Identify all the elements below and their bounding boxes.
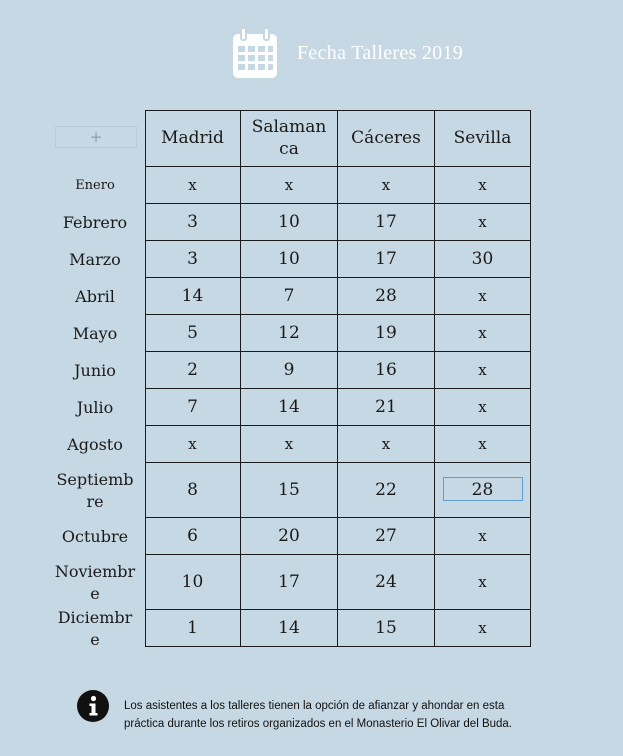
table-cell[interactable]: 12	[241, 315, 338, 352]
table-cell[interactable]: x	[435, 610, 531, 647]
table-cell[interactable]: 28	[338, 278, 435, 315]
table-cell[interactable]: x	[338, 426, 435, 463]
table-cell[interactable]: 30	[435, 241, 531, 278]
row-label-month: Marzo	[69, 249, 121, 269]
row-label-month: Febrero	[62, 212, 128, 232]
table-cell[interactable]: x	[435, 389, 531, 426]
workshop-table	[145, 110, 531, 646]
table-cell[interactable]: 14	[241, 610, 338, 647]
info-note	[76, 689, 514, 733]
row-label-month: Agosto	[67, 434, 123, 454]
table-cell[interactable]: 14	[145, 278, 241, 315]
table-cell[interactable]: x	[435, 555, 531, 610]
table-cell[interactable]: x	[435, 204, 531, 241]
table-cell[interactable]: 22	[338, 463, 435, 518]
table-cell[interactable]: 8	[145, 463, 241, 518]
table-cell[interactable]: 24	[338, 555, 435, 610]
column-header[interactable]: Sevilla	[435, 110, 531, 167]
table-cell[interactable]: 28	[435, 463, 531, 518]
table-cell[interactable]: x	[435, 426, 531, 463]
table-cell[interactable]: 15	[241, 463, 338, 518]
row-label-month: Septiembre	[56, 469, 134, 511]
table-cell[interactable]: x	[145, 426, 241, 463]
table-cell[interactable]: x	[435, 167, 531, 204]
table-cell[interactable]: x	[338, 167, 435, 204]
column-header[interactable]: Salamanca	[241, 110, 338, 167]
note-text: Los asistentes a los talleres tienen la opción de afianzar y ahondar en esta práctica durante los retiros organizados en el Monasterio El Olivar del Buda.	[124, 700, 513, 730]
table-cell[interactable]: 21	[338, 389, 435, 426]
table-cell[interactable]: 16	[338, 352, 435, 389]
table-cell[interactable]: 3	[145, 241, 241, 278]
table-cell[interactable]: 2	[145, 352, 241, 389]
calendar-icon	[231, 26, 279, 80]
table-cell[interactable]: x	[435, 315, 531, 352]
table-cell[interactable]: 27	[338, 518, 435, 555]
table-cell[interactable]: 10	[145, 555, 241, 610]
table-cell[interactable]: 15	[338, 610, 435, 647]
info-icon	[76, 689, 110, 723]
table-cell[interactable]: 19	[338, 315, 435, 352]
row-label-month: Diciembre	[57, 607, 133, 649]
table-cell[interactable]: x	[435, 278, 531, 315]
table-cell[interactable]: x	[145, 167, 241, 204]
table-cell[interactable]: 20	[241, 518, 338, 555]
row-label-month: Octubre	[61, 526, 129, 546]
table-cell[interactable]: 1	[145, 610, 241, 647]
table-cell[interactable]: x	[435, 352, 531, 389]
table-cell[interactable]: x	[435, 518, 531, 555]
table-cell[interactable]: 17	[241, 555, 338, 610]
table-cell[interactable]: 9	[241, 352, 338, 389]
table-cell[interactable]: 17	[338, 204, 435, 241]
column-header[interactable]: Madrid	[145, 110, 241, 167]
row-label-month: Enero	[75, 177, 115, 193]
table-cell[interactable]: 3	[145, 204, 241, 241]
table-cell[interactable]: 10	[241, 241, 338, 278]
table-cell[interactable]: 10	[241, 204, 338, 241]
table-cell[interactable]: 17	[338, 241, 435, 278]
table-cell[interactable]: x	[241, 167, 338, 204]
table-cell[interactable]: 6	[145, 518, 241, 555]
row-label-month: Junio	[74, 360, 116, 380]
table-cell[interactable]: 14	[241, 389, 338, 426]
table-cell[interactable]: 7	[241, 278, 338, 315]
table-cell[interactable]: x	[241, 426, 338, 463]
row-label-month: Mayo	[72, 323, 118, 343]
page-title: Fecha Talleres 2019	[297, 41, 464, 64]
row-label-month: Julio	[76, 397, 114, 417]
header	[231, 26, 463, 80]
column-header[interactable]: Cáceres	[338, 110, 435, 167]
row-label-month: Noviembre	[54, 561, 136, 603]
add-row-button[interactable]: +	[55, 126, 137, 148]
table-cell[interactable]: 5	[145, 315, 241, 352]
row-label-month: Abril	[75, 286, 115, 306]
table-cell[interactable]: 7	[145, 389, 241, 426]
